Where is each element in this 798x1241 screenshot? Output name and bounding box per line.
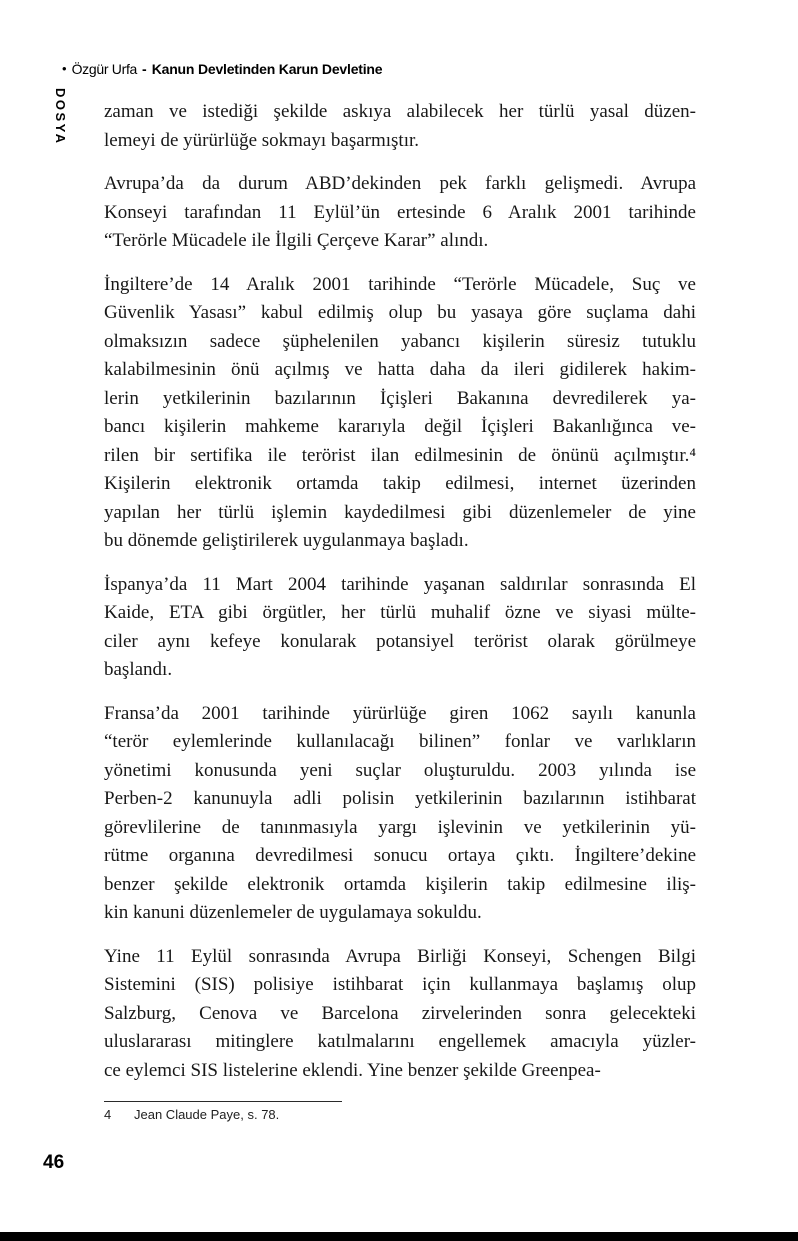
text-line: ce eylemci SIS listelerine eklendi. Yine benzer şekilde Greenpea-	[104, 1059, 601, 1081]
running-header	[62, 61, 382, 77]
text-line: görevlilerine de tanınmasıyla yargı işlevinin ve yetkilerinin yü-	[104, 816, 696, 838]
paragraph	[104, 98, 696, 155]
paragraph	[104, 271, 696, 556]
header-bullet-icon: •	[62, 61, 67, 76]
paragraph	[104, 571, 696, 685]
text-line: “Terörle Mücadele ile İlgili Çerçeve Karar” alındı.	[104, 230, 489, 251]
text-line: Kişilerin elektronik ortamda takip edilmesi, internet üzerinden	[104, 473, 696, 494]
text-line: Konseyi tarafından 11 Eylül’ün ertesinde 6 Aralık 2001 tarihinde	[104, 201, 696, 223]
text-line: lemeyi de yürürlüğe sokmayı başarmıştır.	[104, 129, 420, 151]
text-line: rilen bir sertifika ile terörist ilan edilmesinin de önünü açılmıştır.⁴	[104, 444, 696, 466]
header-author: Özgür Urfa	[71, 61, 138, 77]
text-line: ciler aynı kefeye konularak potansiyel terörist olarak görülmeye	[104, 630, 696, 652]
page-number: 46	[43, 1152, 65, 1173]
text-line: yönetimi konusunda yeni suçlar oluşturuldu. 2003 yılında ise	[104, 759, 696, 781]
text-line: kalabilmesinin önü açılmış ve hatta daha da ileri gidilerek hakim-	[104, 359, 696, 380]
text-line: İspanya’da 11 Mart 2004 tarihinde yaşanan saldırılar sonrasında El	[104, 573, 696, 595]
text-line: Salzburg, Cenova ve Barcelona zirvelerinden sonra gelecekteki	[104, 1002, 696, 1024]
text-line: İngiltere’de 14 Aralık 2001 tarihinde “Terörle Mücadele, Suç ve	[104, 273, 696, 295]
text-line: “terör eylemlerinde kullanılacağı bilinen” fonlar ve varlıkların	[104, 731, 696, 752]
text-line: Avrupa’da da durum ABD’dekinden pek farklı gelişmedi. Avrupa	[104, 173, 696, 194]
footnote-marker: 4	[104, 1107, 112, 1122]
text-line: bancı kişilerin mahkeme kararıyla değil İçişleri Bakanlığınca ve-	[104, 416, 696, 437]
text-line: Perben-2 kanunuyla adli polisin yetkilerinin bazılarının istihbarat	[104, 788, 696, 809]
footnote	[104, 1107, 279, 1122]
text-line: başlandı.	[104, 659, 173, 680]
section-label-dosya: DOSYA	[53, 88, 68, 146]
body-text	[104, 98, 696, 1100]
header-book-title: Kanun Devletinden Karun Devletine	[151, 61, 383, 77]
text-line: kin kanuni düzenlemeler de uygulamaya sokuldu.	[104, 902, 482, 923]
text-line: benzer şekilde elektronik ortamda kişilerin takip edilmesine iliş-	[104, 873, 696, 895]
footnote-text: Jean Claude Paye, s. 78.	[134, 1107, 280, 1122]
header-separator: -	[142, 61, 147, 77]
text-line: Güvenlik Yasası” kabul edilmiş olup bu yasaya göre suçlama dahi	[104, 302, 696, 323]
text-line: bu dönemde geliştirilerek uygulanmaya başladı.	[104, 530, 469, 551]
paragraph	[104, 943, 696, 1086]
text-line: Sistemini (SIS) polisiye istihbarat için kullanmaya başlamış olup	[104, 974, 696, 995]
text-line: Kaide, ETA gibi örgütler, her türlü muhalif özne ve siyasi mülte-	[104, 602, 696, 623]
text-line: lerin yetkilerinin bazılarının İçişleri Bakanına devredilerek ya-	[104, 387, 696, 409]
text-line: Fransa’da 2001 tarihinde yürürlüğe giren 1062 sayılı kanunla	[104, 702, 696, 724]
text-line: Yine 11 Eylül sonrasında Avrupa Birliği Konseyi, Schengen Bilgi	[104, 945, 696, 967]
text-line: rütme organına devredilmesi sonucu ortaya çıktı. İngiltere’dekine	[104, 845, 696, 866]
paragraph	[104, 700, 696, 928]
text-line: zaman ve istediği şekilde askıya alabilecek her türlü yasal düzen-	[104, 101, 696, 122]
bottom-edge-bar	[0, 1232, 798, 1241]
text-line: olmaksızın sadece şüphelenilen yabancı kişilerin süresiz tutuklu	[104, 330, 696, 352]
paragraph	[104, 170, 696, 256]
footnote-separator	[104, 1101, 342, 1102]
text-line: uluslararası mitinglere katılmalarını engellemek amacıyla yüzler-	[104, 1031, 696, 1052]
text-line: yapılan her türlü işlemin kaydedilmesi gibi düzenlemeler de yine	[104, 501, 696, 523]
